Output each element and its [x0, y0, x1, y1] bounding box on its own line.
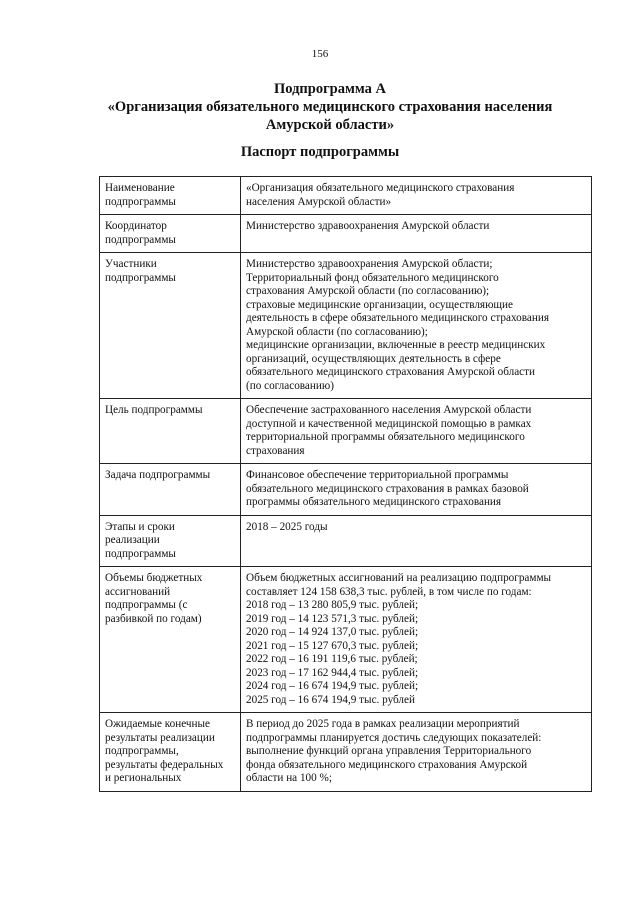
- table-row: [100, 464, 592, 516]
- table-row: [100, 253, 592, 399]
- passport-table-body: [100, 177, 592, 792]
- row-value-line: программы обязательного медицинского страхования: [246, 496, 502, 508]
- row-value-cell: [241, 464, 592, 516]
- row-value-line: 2020 год – 14 924 137,0 тыс. рублей;: [246, 626, 419, 638]
- title-line: Подпрограмма А: [273, 81, 386, 97]
- row-label-line: Цель подпрограммы: [105, 404, 203, 416]
- row-label-cell: [100, 464, 241, 516]
- row-label-cell: [100, 567, 241, 713]
- title-line: Амурской области»: [265, 117, 395, 133]
- row-value-cell: [241, 713, 592, 792]
- row-value-line: 2019 год – 14 123 571,3 тыс. рублей;: [246, 612, 419, 625]
- row-label-cell: [100, 515, 241, 567]
- row-label-line: Задача подпрограммы: [105, 469, 211, 481]
- row-value-line: доступной и качественной медицинской помощью в рамках: [246, 417, 532, 430]
- row-label-line: разбивкой по годам): [105, 612, 202, 625]
- row-label-line: Объемы бюджетных: [105, 572, 203, 584]
- row-value-line: (по согласованию): [246, 379, 334, 392]
- row-value-line: 2018 год – 13 280 805,9 тыс. рублей;: [246, 599, 419, 611]
- row-value-line: 2022 год – 16 191 119,6 тыс. рублей;: [246, 653, 418, 665]
- row-label-cell: [100, 713, 241, 792]
- row-value-line: выполнение функций органа управления Территориального: [246, 745, 532, 757]
- table-row: [100, 177, 592, 215]
- row-value-line: 2025 год – 16 674 194,9 тыс. рублей: [246, 693, 415, 706]
- row-value-line: страхования Амурской области (по согласованию);: [246, 285, 490, 297]
- row-value-line: медицинские организации, включенные в реестр медицинских: [246, 339, 546, 351]
- row-value-line: Амурской области (по согласованию);: [246, 325, 428, 338]
- row-label-line: подпрограммы: [105, 233, 176, 246]
- row-value-line: 2024 год – 16 674 194,9 тыс. рублей;: [246, 680, 419, 692]
- row-value-line: В период до 2025 года в рамках реализации мероприятий: [246, 718, 520, 730]
- row-value-line: Объем бюджетных ассигнований на реализацию подпрограммы: [246, 572, 552, 584]
- row-value-line: составляет 124 158 638,3 тыс. рублей, в том числе по годам:: [246, 585, 532, 598]
- row-label-cell: [100, 399, 241, 464]
- page-number: 156: [311, 48, 329, 60]
- row-label-line: результаты федеральных: [105, 758, 224, 771]
- row-label-line: подпрограммы: [105, 547, 176, 560]
- title-line: «Организация обязательного медицинского страхования населения: [107, 99, 553, 115]
- row-value-line: Министерство здравоохранения Амурской области: [246, 220, 490, 232]
- table-row: [100, 515, 592, 567]
- row-value-line: «Организация обязательного медицинского страхования: [246, 182, 515, 194]
- row-label-cell: [100, 215, 241, 253]
- row-label-line: Наименование: [105, 182, 175, 194]
- row-value-cell: [241, 567, 592, 713]
- row-value-line: фонда обязательного медицинского страхования Амурской: [246, 758, 528, 771]
- passport-heading: Паспорт подпрограммы: [240, 144, 400, 160]
- row-label-line: Участники: [105, 258, 157, 270]
- row-value-line: 2018 – 2025 годы: [246, 520, 328, 533]
- row-value-cell: [241, 253, 592, 399]
- row-label-line: результаты реализации: [105, 731, 215, 744]
- row-value-line: организаций, осуществляющих деятельность в сфере: [246, 352, 501, 365]
- row-label-line: Координатор: [105, 220, 167, 232]
- row-value-cell: [241, 399, 592, 464]
- passport-table: [99, 176, 592, 792]
- table-row: [100, 713, 592, 792]
- row-label-line: реализации: [105, 534, 160, 546]
- row-label-cell: [100, 253, 241, 399]
- row-value-line: области на 100 %;: [246, 772, 332, 784]
- row-value-line: 2023 год – 17 162 944,4 тыс. рублей;: [246, 666, 419, 679]
- row-value-cell: [241, 177, 592, 215]
- row-label-line: подпрограммы,: [105, 745, 179, 757]
- table-row: [100, 399, 592, 464]
- row-value-cell: [241, 515, 592, 567]
- table-row: [100, 567, 592, 713]
- row-value-line: обязательного медицинского страхования в рамках базовой: [246, 482, 529, 495]
- row-value-line: территориальной программы обязательного медицинского: [246, 431, 525, 443]
- row-value-line: Финансовое обеспечение территориальной программы: [246, 469, 509, 481]
- row-value-line: населения Амурской области»: [246, 195, 392, 208]
- row-label-line: подпрограммы: [105, 271, 176, 284]
- row-label-line: Этапы и сроки: [105, 520, 175, 533]
- row-label-line: ассигнований: [105, 585, 171, 598]
- row-value-line: Министерство здравоохранения Амурской области;: [246, 258, 493, 270]
- table-row: [100, 215, 592, 253]
- row-label-cell: [100, 177, 241, 215]
- row-value-line: страховые медицинские организации, осуществляющие: [246, 298, 514, 311]
- row-value-cell: [241, 215, 592, 253]
- row-value-line: подпрограммы планируется достичь следующих показателей:: [246, 731, 542, 744]
- row-label-line: Ожидаемые конечные: [105, 718, 211, 730]
- row-value-line: Обеспечение застрахованного населения Амурской области: [246, 404, 532, 416]
- row-value-line: обязательного медицинского страхования Амурской области: [246, 366, 536, 378]
- row-value-line: страхования: [246, 444, 305, 457]
- subprogram-title: [80, 80, 580, 134]
- row-label-line: подпрограммы: [105, 195, 176, 208]
- row-value-line: 2021 год – 15 127 670,3 тыс. рублей;: [246, 639, 419, 652]
- row-label-line: подпрограммы (с: [105, 599, 188, 611]
- row-label-line: и региональных: [105, 772, 182, 784]
- row-value-line: деятельность в сфере обязательного медицинского страхования: [246, 312, 549, 324]
- row-value-line: Территориальный фонд обязательного медицинского: [246, 271, 499, 284]
